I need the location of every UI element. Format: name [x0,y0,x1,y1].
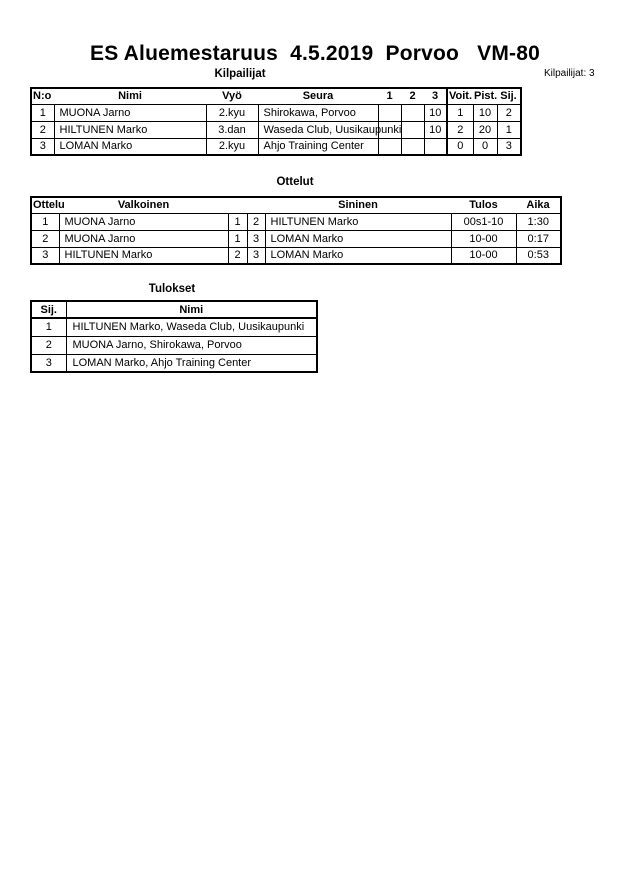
table-cell: LOMAN Marko [265,247,451,264]
table-row [31,318,317,336]
results-table [30,300,318,373]
table-cell: 00s1-10 [451,213,516,230]
table-cell: 0:53 [516,247,561,264]
column-header-1: 1 [378,88,401,104]
table-cell: 3.dan [206,121,258,138]
table-cell: 2 [497,104,521,121]
table-cell: 3 [31,138,54,155]
table-cell: 2.kyu [206,138,258,155]
table-cell: 0 [447,138,473,155]
table-header-row [31,197,561,213]
column-header-nimi: Nimi [54,88,206,104]
table-cell: 10-00 [451,230,516,247]
table-cell: MUONA Jarno [59,213,228,230]
table-row [31,104,521,121]
section-title-ottelut: Ottelut [276,176,314,188]
table-cell: MUONA Jarno, Shirokawa, Porvoo [66,336,317,354]
table-header-row [31,88,521,104]
table-cell: 2 [31,336,66,354]
table-cell: MUONA Jarno [59,230,228,247]
table-cell: Shirokawa, Porvoo [258,104,378,121]
table-row [31,247,561,264]
table-cell: 2 [247,213,265,230]
table-cell: 3 [31,247,59,264]
column-header-voit: Voit. [447,88,473,104]
competitors-table [30,87,522,156]
table-cell: 2 [31,121,54,138]
table-cell: 2 [228,247,247,264]
table-cell: 10 [424,104,447,121]
table-row [31,213,561,230]
table-cell: 1 [31,318,66,336]
column-header-2: 2 [401,88,424,104]
table-cell [401,104,424,121]
column-header-white-no [228,197,247,213]
table-cell [401,121,424,138]
table-cell: MUONA Jarno [54,104,206,121]
column-header-pist: Pist. [473,88,497,104]
column-header-no: N:o [31,88,54,104]
table-cell [378,104,401,121]
table-cell: 2.kyu [206,104,258,121]
table-cell: 2 [447,121,473,138]
table-header-row [31,301,317,318]
table-cell: Ahjo Training Center [258,138,378,155]
table-cell: 1 [228,230,247,247]
table-cell: HILTUNEN Marko [59,247,228,264]
column-header-tulos: Tulos [451,197,516,213]
column-header-sij: Sij. [31,301,66,318]
table-row [31,121,521,138]
table-cell: 3 [31,354,66,372]
section-title-kilpailijat: Kilpailijat [214,68,266,80]
table-cell: HILTUNEN Marko, Waseda Club, Uusikaupunki [66,318,317,336]
table-cell: 3 [497,138,521,155]
table-cell: 10 [424,121,447,138]
table-cell [401,138,424,155]
table-cell: 3 [247,247,265,264]
column-header-aika: Aika [516,197,561,213]
matches-table [30,196,562,265]
column-header-sij: Sij. [497,88,521,104]
table-cell: HILTUNEN Marko [265,213,451,230]
table-cell: 2 [31,230,59,247]
table-cell: 10-00 [451,247,516,264]
table-cell: 1 [447,104,473,121]
table-row [31,138,521,155]
page-title: ES Aluemestaruus 4.5.2019 Porvoo VM-80 [90,42,540,65]
section-title-tulokset: Tulokset [148,283,196,295]
table-cell: LOMAN Marko [265,230,451,247]
column-header-vyo: Vyö [206,88,258,104]
table-cell [378,138,401,155]
table-cell: 1:30 [516,213,561,230]
column-header-sininen: Sininen [265,197,451,213]
table-cell: LOMAN Marko [54,138,206,155]
table-cell: 1 [497,121,521,138]
table-cell: 3 [247,230,265,247]
table-cell: 0:17 [516,230,561,247]
table-cell [424,138,447,155]
column-header-blue-no [247,197,265,213]
table-cell: 1 [31,213,59,230]
competitors-count: Kilpailijat: 3 [544,68,595,79]
column-header-valkoinen: Valkoinen [59,197,228,213]
table-cell: 10 [473,104,497,121]
column-header-seura: Seura [258,88,378,104]
column-header-ottelu: Ottelu [31,197,59,213]
table-row [31,230,561,247]
table-row [31,336,317,354]
table-cell: 1 [228,213,247,230]
table-cell: 1 [31,104,54,121]
column-header-nimi: Nimi [66,301,317,318]
table-row [31,354,317,372]
table-cell: HILTUNEN Marko [54,121,206,138]
table-cell: 20 [473,121,497,138]
column-header-3: 3 [424,88,447,104]
table-cell: Waseda Club, Uusikaupunki [258,121,378,138]
table-cell: 0 [473,138,497,155]
table-cell: LOMAN Marko, Ahjo Training Center [66,354,317,372]
